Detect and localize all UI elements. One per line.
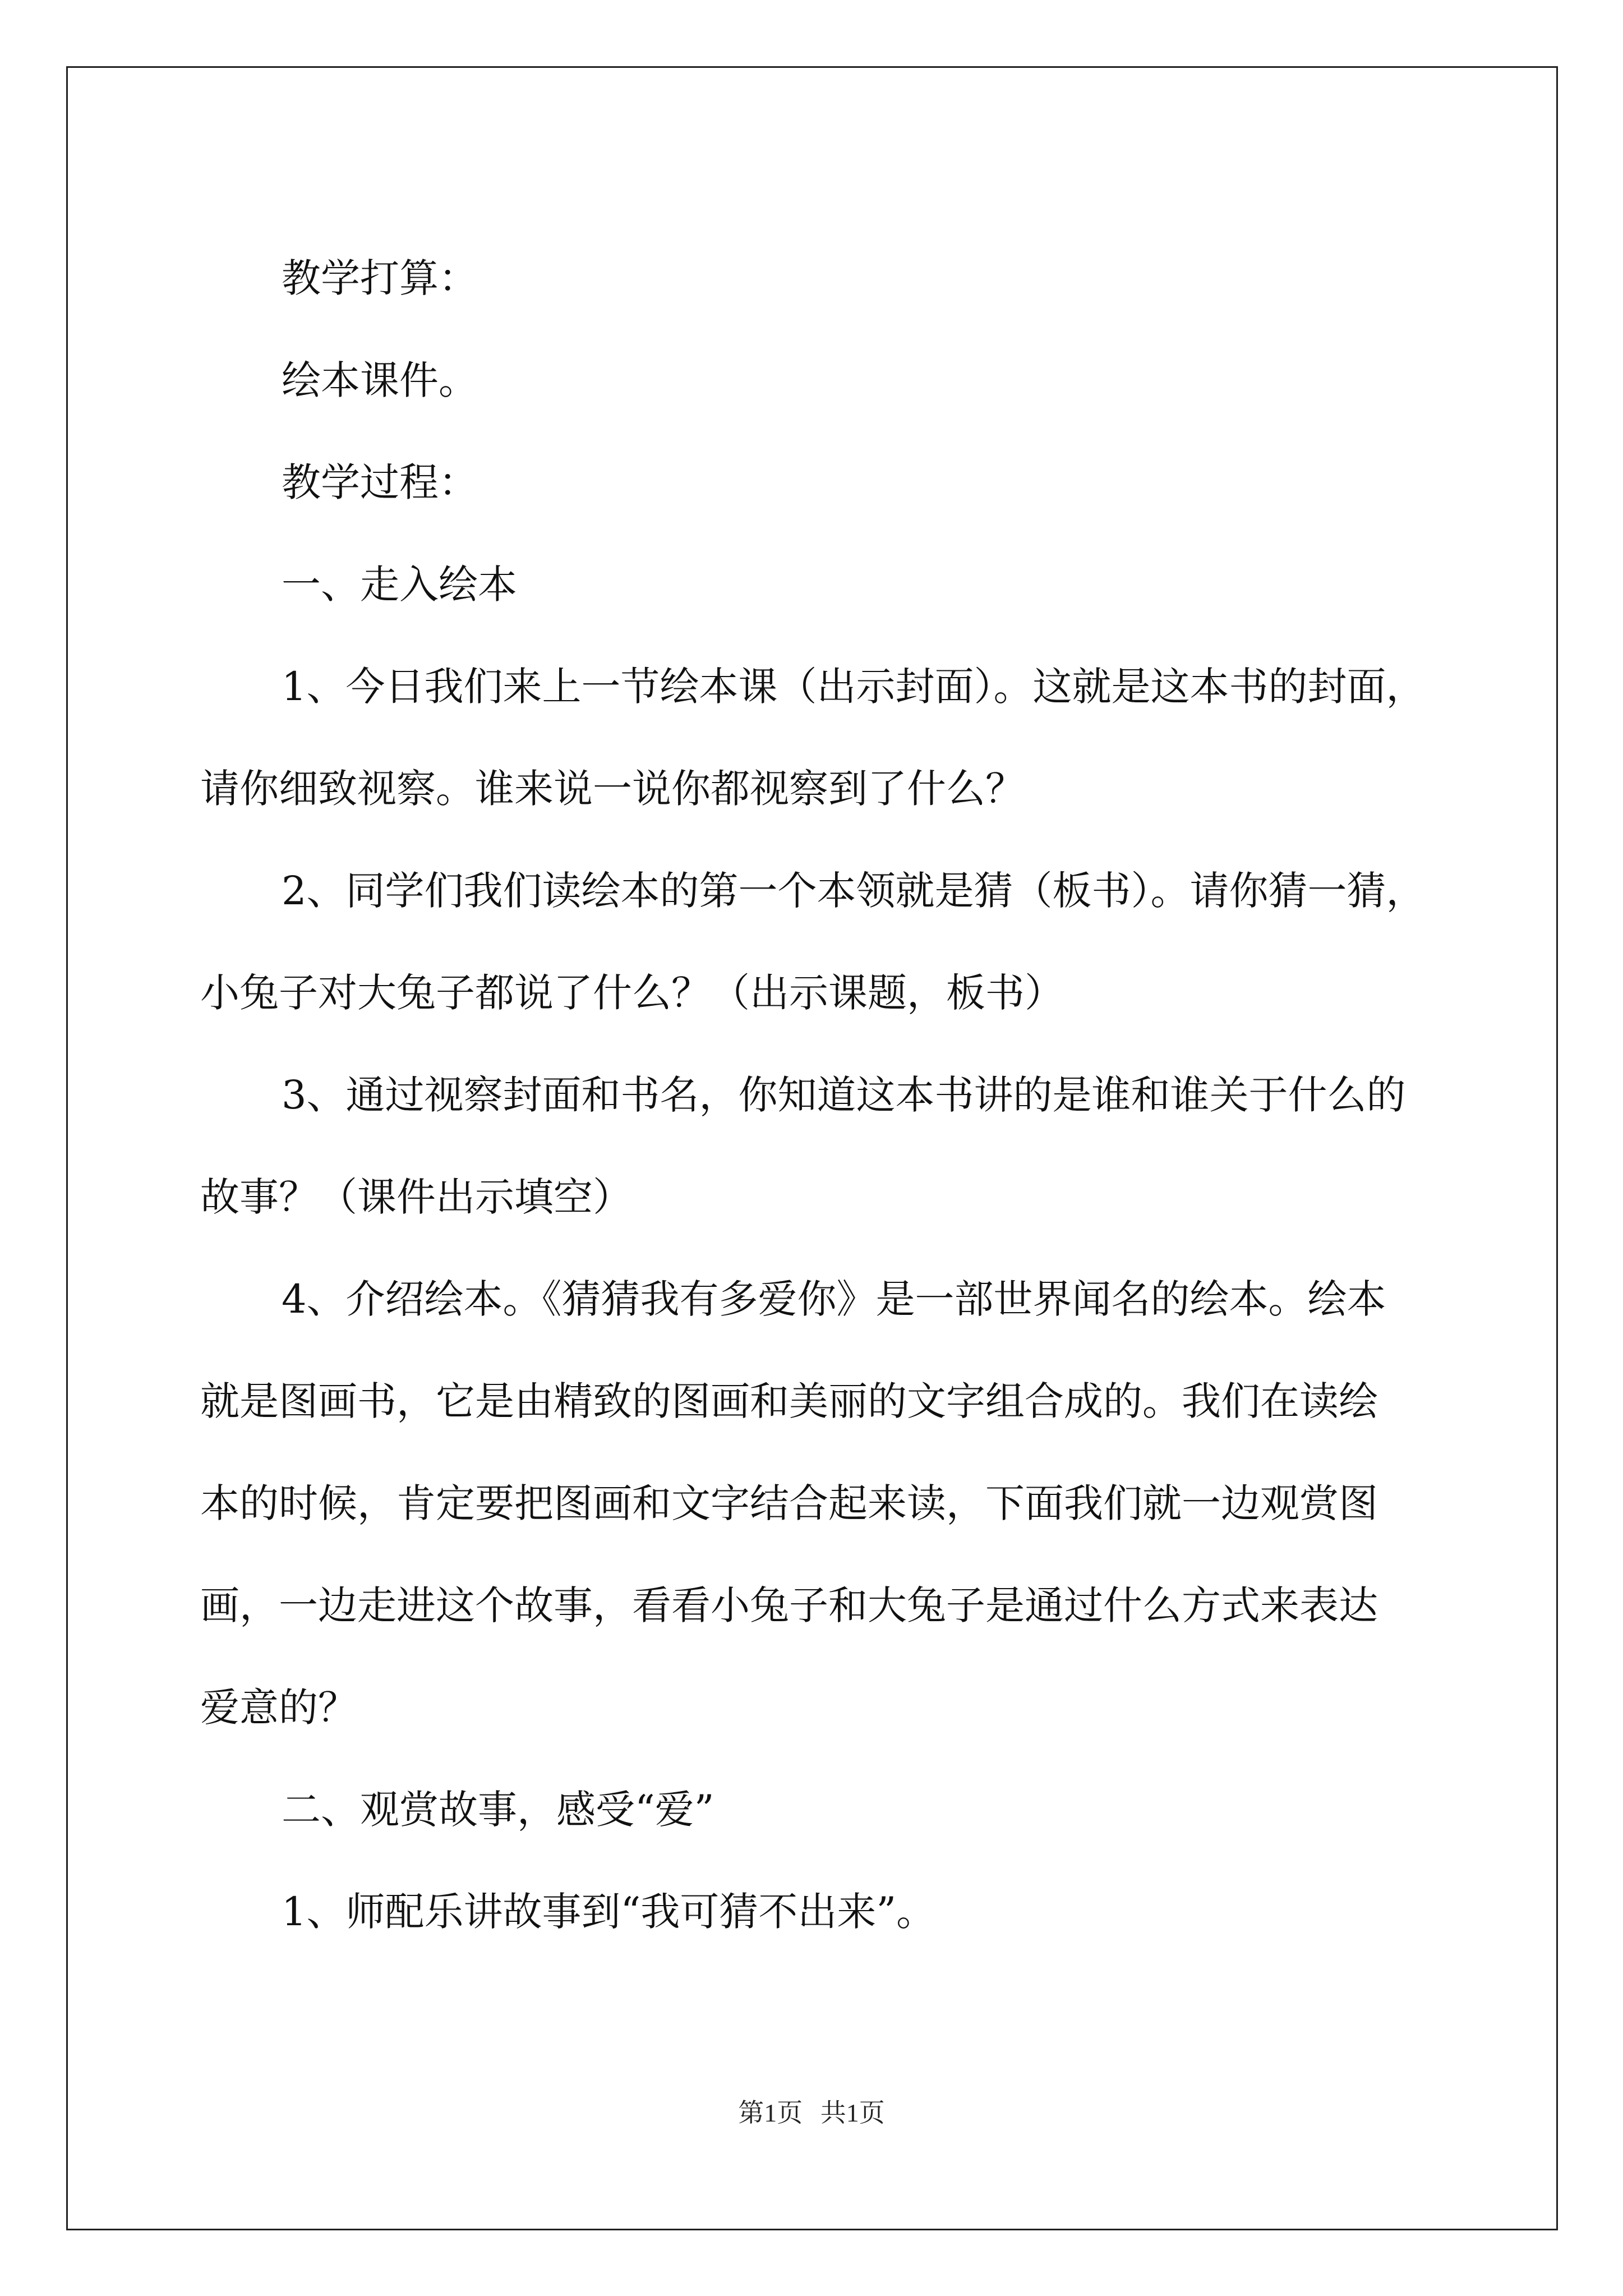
page-total: 共1页 <box>820 2099 885 2127</box>
paragraph-step-2 <box>200 840 1434 1044</box>
paragraph-line: 请你细致视察。谁来说一说你都视察到了什么？ <box>200 766 1025 812</box>
paragraph-step-4 <box>200 1248 1434 1759</box>
heading-teaching-prep: 教学打算： <box>282 255 478 301</box>
paragraph-step-3 <box>200 1044 1434 1248</box>
section-heading-2: 二、观赏故事，感受“爱” <box>282 1787 714 1833</box>
paragraph-line: 画，一边走进这个故事，看看小兔子和大兔子是通过什么方式来表达 <box>200 1582 1378 1628</box>
paragraph-line: 3、通过视察封面和书名，你知道这本书讲的是谁和谁关于什么的 <box>282 1072 1406 1118</box>
paragraph-line: 故事？（课件出示填空） <box>200 1174 632 1220</box>
section-heading-1: 一、走入绘本 <box>282 562 517 608</box>
paragraph-line: 本的时候，肯定要把图画和文字结合起来读，下面我们就一边观赏图 <box>200 1480 1378 1526</box>
page-number: 第1页 <box>738 2099 803 2127</box>
page-footer <box>0 2092 1623 2129</box>
heading-teaching-process: 教学过程： <box>282 459 478 505</box>
paragraph-line: 2、同学们我们读绘本的第一个本领就是猜（板书）。请你猜一猜， <box>282 868 1426 914</box>
paragraph-line: 就是图画书，它是由精致的图画和美丽的文字组合成的。我们在读绘 <box>200 1378 1378 1424</box>
paragraph-materials: 绘本课件。 <box>282 357 478 403</box>
paragraph-line: 小兔子对大兔子都说了什么？（出示课题，板书） <box>200 970 1064 1016</box>
paragraph-step-1 <box>200 636 1434 840</box>
document-body <box>200 227 1434 1963</box>
paragraph-line: 爱意的？ <box>200 1685 357 1731</box>
paragraph-line: 4、介绍绘本。《猜猜我有多爱你》是一部世界闻名的绘本。绘本 <box>282 1276 1386 1322</box>
paragraph-line: 1、今日我们来上一节绘本课（出示封面）。这就是这本书的封面， <box>282 664 1426 710</box>
paragraph-step-2-1: 1、师配乐讲故事到“我可猜不出来”。 <box>282 1889 936 1935</box>
